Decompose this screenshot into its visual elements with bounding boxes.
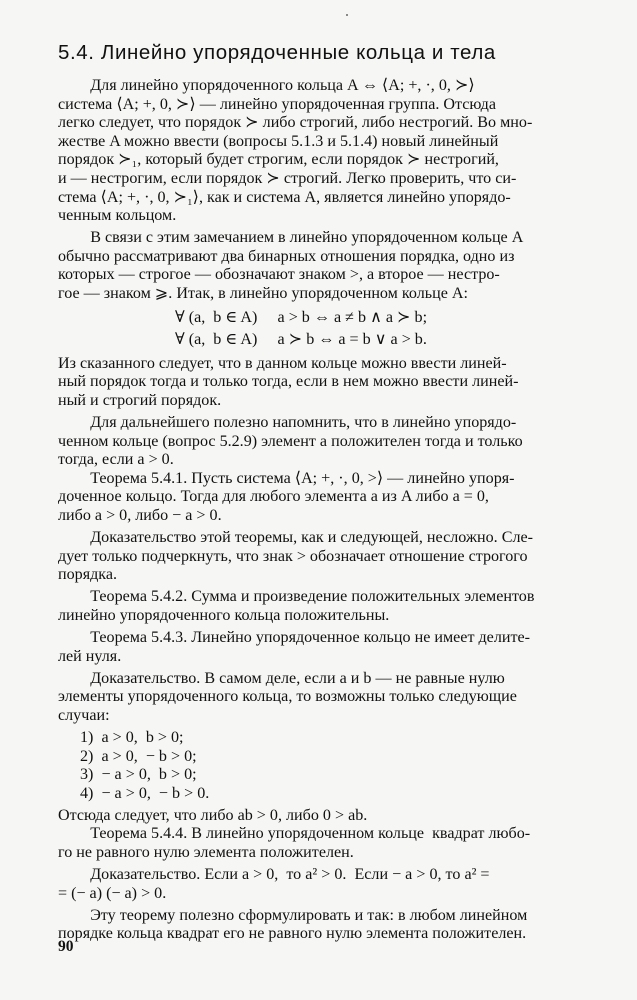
text-line: ный порядок тогда и только тогда, если в нем можно ввести линей- bbox=[58, 373, 519, 391]
text-line: Для линейно упорядоченного кольца A ⇔ ⟨A; +, ·, 0, ≻⟩ bbox=[58, 77, 475, 94]
proof-5-4-4: Доказательство. Если a > 0, то a² > 0. Если − a > 0, то a² = bbox=[58, 866, 490, 884]
theorem-5-4-3: Теорема 5.4.3. Линейно упорядоченное кольцо не имеет делите- bbox=[58, 628, 531, 646]
case-item: 1) a > 0, b > 0; bbox=[80, 728, 184, 746]
section-heading: 5.4. Линейно упорядоченные кольца и тела bbox=[58, 41, 496, 64]
text-line: обычно рассматривают два бинарных отношения порядка, одно из bbox=[58, 247, 515, 265]
text-line: тогда, если a > 0. bbox=[58, 451, 174, 469]
text-line: Отсюда следует, что либо ab > 0, либо 0 > ab. bbox=[58, 806, 368, 824]
text-line: Доказательство этой теоремы, как и следующей, несложно. Сле- bbox=[58, 528, 533, 546]
text-line: Из сказанного следует, что в данном кольце можно ввести линей- bbox=[58, 354, 507, 372]
text-line: Эту теорему полезно сформулировать и так: в любом линейном bbox=[58, 906, 528, 924]
text-line: ченным кольцом. bbox=[58, 207, 177, 225]
text-line: и — нестрогим, если порядок ≻ строгий. Легко проверить, что си- bbox=[58, 169, 517, 187]
text-line: = (− a) (− a) > 0. bbox=[58, 884, 167, 902]
text-line: доченное кольцо. Тогда для любого элемента a из A либо a = 0, bbox=[58, 488, 489, 506]
text-line: В связи с этим замечанием в линейно упорядоченном кольце A bbox=[58, 229, 524, 247]
text-line: которых — строгое — обозначают знаком >, а второе — нестро- bbox=[58, 266, 500, 284]
text-line: лей нуля. bbox=[58, 647, 122, 665]
page-body bbox=[58, 40, 600, 944]
text-line: дует только подчеркнуть, что знак > обозначает отношение строгого bbox=[58, 547, 528, 565]
theorem-5-4-4: Теорема 5.4.4. В линейно упорядоченном кольце квадрат любо- bbox=[58, 825, 531, 843]
text-line: легко следует, что порядок ≻ либо строгий, либо нестрогий. Во мно- bbox=[58, 114, 533, 132]
text-line: Для дальнейшего полезно напомнить, что в линейно упорядо- bbox=[58, 413, 517, 431]
text-line: система ⟨A; +, 0, ≻⟩ — линейно упорядоченная группа. Отсюда bbox=[58, 95, 496, 113]
proof-5-4-3: Доказательство. В самом деле, если a и b — не равные нулю bbox=[58, 669, 505, 687]
text-line: ный и строгий порядок. bbox=[58, 391, 222, 409]
text-line: жестве A можно ввести (вопросы 5.1.3 и 5.1.4) новый линейный bbox=[58, 132, 499, 150]
theorem-5-4-1: Теорема 5.4.1. Пусть система ⟨A; +, ·, 0, >⟩ — линейно упоря- bbox=[58, 469, 515, 487]
page-number: 90 bbox=[58, 938, 74, 955]
text-line: либо a > 0, либо − a > 0. bbox=[58, 506, 222, 524]
text-line: линейно упорядоченного кольца положительны. bbox=[58, 606, 390, 624]
formula-nonstrict: ∀ (a, b ∈ A) a ≻ b ⇔ a = b ∨ a > b. bbox=[175, 330, 427, 348]
text-line: порядке кольца квадрат его не равного нулю элемента положителен. bbox=[58, 925, 527, 943]
case-item: 3) − a > 0, b > 0; bbox=[80, 766, 197, 784]
case-item: 4) − a > 0, − b > 0. bbox=[80, 784, 210, 802]
text-line: порядок ≻₁, который будет строгим, если порядок ≻ нестрогий, bbox=[58, 151, 499, 169]
text-line: го не равного нулю элемента положителен. bbox=[58, 843, 354, 861]
case-item: 2) a > 0, − b > 0; bbox=[80, 747, 197, 765]
text-line: стема ⟨A; +, ·, 0, ≻₁⟩, как и система A, является линейно упорядо- bbox=[58, 188, 511, 206]
print-speck bbox=[346, 14, 348, 16]
text-line: гое — знаком ⩾. Итак, в линейно упорядоченном кольце A: bbox=[58, 285, 468, 303]
text-line: порядка. bbox=[58, 566, 118, 584]
theorem-5-4-2: Теорема 5.4.2. Сумма и произведение положительных элементов bbox=[58, 588, 535, 606]
text-line: случаи: bbox=[58, 706, 110, 724]
text-line: элементы упорядоченного кольца, то возможны только следующие bbox=[58, 688, 517, 706]
text-line: ченном кольце (вопрос 5.2.9) элемент a положителен тогда и только bbox=[58, 432, 523, 450]
formula-strict: ∀ (a, b ∈ A) a > b ⇔ a ≠ b ∧ a ≻ b; bbox=[175, 308, 428, 326]
